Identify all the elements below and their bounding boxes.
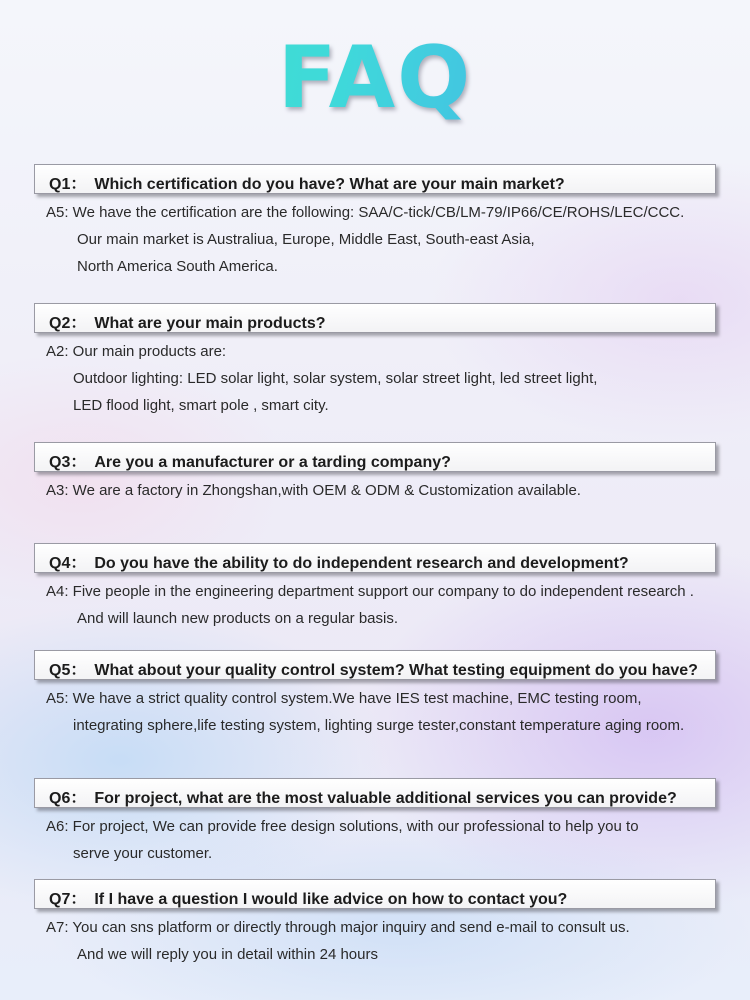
faq-question-3 [34, 442, 716, 472]
faq-answer-4-line-2: And will launch new products on a regular basis. [77, 610, 399, 627]
faq-question-7 [34, 879, 716, 909]
question-text: Which certification do you have? What are your main market? [94, 176, 565, 193]
faq-answer-1-line-1: A5: We have the certification are the following: SAA/C-tick/CB/LM-79/IP66/CE/ROHS/LEC/CCC. [46, 204, 685, 221]
faq-question-5 [34, 650, 716, 680]
faq-answer-4-line-1: A4: Five people in the engineering department support our company to do independent research . [46, 583, 694, 600]
question-number: Q2： [49, 315, 87, 332]
faq-answer-7-line-1: A7: You can sns platform or directly through major inquiry and send e-mail to consult us. [46, 919, 630, 936]
question-number: Q4： [49, 555, 87, 572]
question-text: Are you a manufacturer or a tarding company? [94, 454, 451, 471]
faq-title: FAQ [0, 28, 750, 128]
faq-answer-2-line-3: LED flood light, smart pole , smart city. [73, 397, 329, 414]
faq-answer-2-line-1: A2: Our main products are: [46, 343, 227, 360]
question-text: For project, what are the most valuable additional services you can provide? [94, 790, 677, 807]
question-number: Q7： [49, 891, 87, 908]
question-number: Q6： [49, 790, 87, 807]
question-text: What are your main products? [94, 315, 326, 332]
faq-answer-5-line-1: A5: We have a strict quality control system.We have IES test machine, EMC testing room, [46, 690, 642, 707]
question-text: If I have a question I would like advice on how to contact you? [94, 891, 568, 908]
question-number: Q3： [49, 454, 87, 471]
question-text: What about your quality control system? What testing equipment do you have? [94, 662, 698, 679]
faq-answer-1-line-2: Our main market is Australiua, Europe, Middle East, South-east Asia, [77, 231, 535, 248]
faq-question-1 [34, 164, 716, 194]
question-text: Do you have the ability to do independent research and development? [94, 555, 629, 572]
faq-answer-1-line-3: North America South America. [77, 258, 278, 275]
faq-answer-3-line-1: A3: We are a factory in Zhongshan,with OEM & ODM & Customization available. [46, 482, 581, 499]
faq-question-2 [34, 303, 716, 333]
faq-answer-7-line-2: And we will reply you in detail within 24 hours [77, 946, 378, 963]
faq-answer-5-line-2: integrating sphere,life testing system, lighting surge tester,constant temperature aging room. [73, 717, 685, 734]
question-number: Q1： [49, 176, 87, 193]
faq-question-4 [34, 543, 716, 573]
faq-answer-6-line-1: A6: For project, We can provide free design solutions, with our professional to help you to [46, 818, 639, 835]
faq-answer-6-line-2: serve your customer. [73, 845, 213, 862]
faq-question-6 [34, 778, 716, 808]
question-number: Q5： [49, 662, 87, 679]
faq-answer-2-line-2: Outdoor lighting: LED solar light, solar system, solar street light, led street light, [73, 370, 598, 387]
